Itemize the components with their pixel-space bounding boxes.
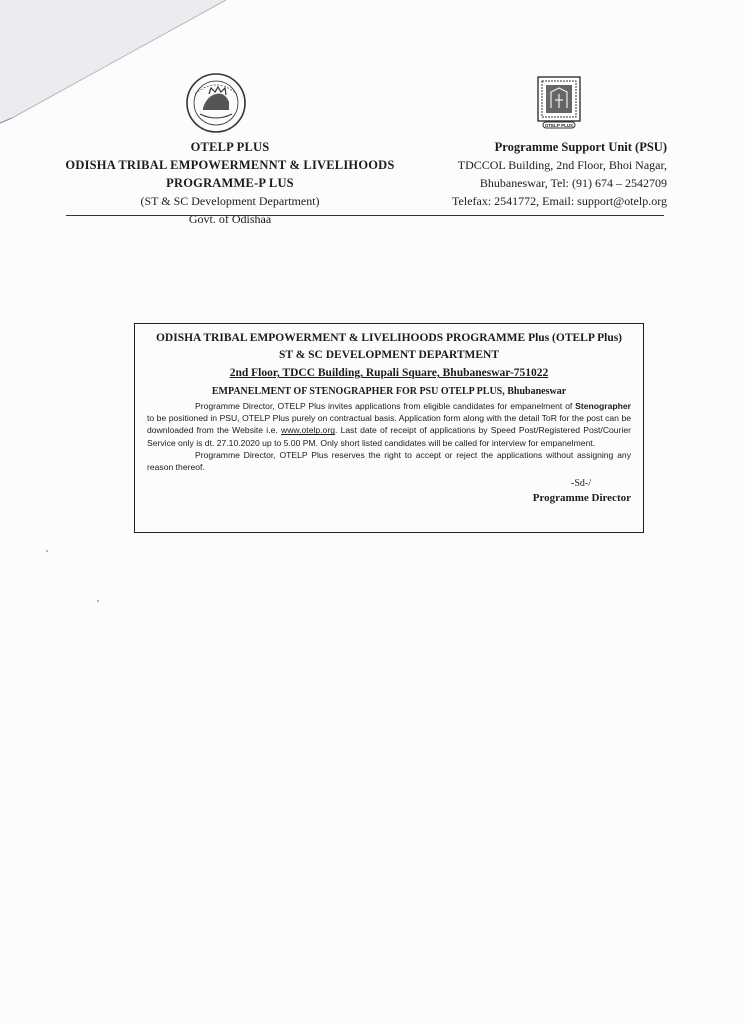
advertisement-notice — [134, 323, 644, 533]
org-full-title: ODISHA TRIBAL EMPOWERMENNT & LIVELIHOODS — [65, 158, 395, 172]
department-label: (ST & SC Development Department) — [140, 194, 320, 208]
right-header — [405, 138, 667, 210]
paragraph-text: . Last date of receipt of applications by Speed Post/Registered Post/Courier Service only is dt. 27.10.2020 up to 5.00 PM. Only short listed candidates will be called for interview for empanelment. — [147, 425, 631, 448]
scan-speck — [97, 600, 99, 602]
odisha-emblem-icon — [185, 72, 247, 134]
org-short-title: OTELP PLUS — [190, 140, 270, 154]
paragraph-text: Programme Director, OTELP Plus invites applications from eligible candidates for empanelment of — [195, 401, 576, 411]
page-fold-shadow — [0, 0, 745, 130]
scan-speck — [46, 550, 48, 552]
government-label: Govt. of Odishaa — [188, 212, 272, 226]
psu-contact: Telefax: 2541772, Email: support@otelp.org — [452, 194, 667, 208]
notice-subject: EMPANELMENT OF STENOGRAPHER FOR PSU OTELP PLUS, Bhubaneswar — [211, 386, 567, 397]
website-link[interactable]: www.otelp.org — [281, 425, 335, 436]
notice-paragraph-1 — [147, 400, 631, 449]
psu-address-line2: Bhubaneswar, Tel: (91) 674 – 2542709 — [479, 176, 667, 190]
post-name: Stenographer — [575, 401, 631, 411]
paragraph-text: to be positioned in PSU, OTELP Plus purely on contractual basis. Application form along with the detail ToR for the post can be downloaded from the Website i.e. — [147, 413, 631, 436]
notice-body — [147, 400, 631, 473]
psu-address-line1: TDCCOL Building, 2nd Floor, Bhoi Nagar, — [457, 158, 667, 172]
notice-department: ST & SC DEVELOPMENT DEPARTMENT — [278, 349, 500, 361]
notice-address: 2nd Floor, TDCC Building, Rupali Square, Bhubaneswar-751022 — [229, 367, 549, 379]
signatory-title: Programme Director — [532, 492, 631, 505]
psu-title: Programme Support Unit (PSU) — [494, 140, 667, 154]
otelp-logo-icon — [537, 76, 581, 134]
notice-paragraph-2: Programme Director, OTELP Plus reserves the right to accept or reject the applications without assigning any reason thereof. — [147, 449, 631, 473]
otelp-logo-text: OTELP PLUS — [544, 123, 574, 128]
notice-heading: ODISHA TRIBAL EMPOWERMENT & LIVELIHOODS PROGRAMME Plus (OTELP Plus) — [155, 332, 623, 344]
header-divider — [66, 215, 664, 216]
org-programme-title: PROGRAMME-P LUS — [166, 176, 294, 190]
signature-block — [147, 477, 631, 505]
signature-mark: -Sd-/ — [571, 478, 591, 490]
